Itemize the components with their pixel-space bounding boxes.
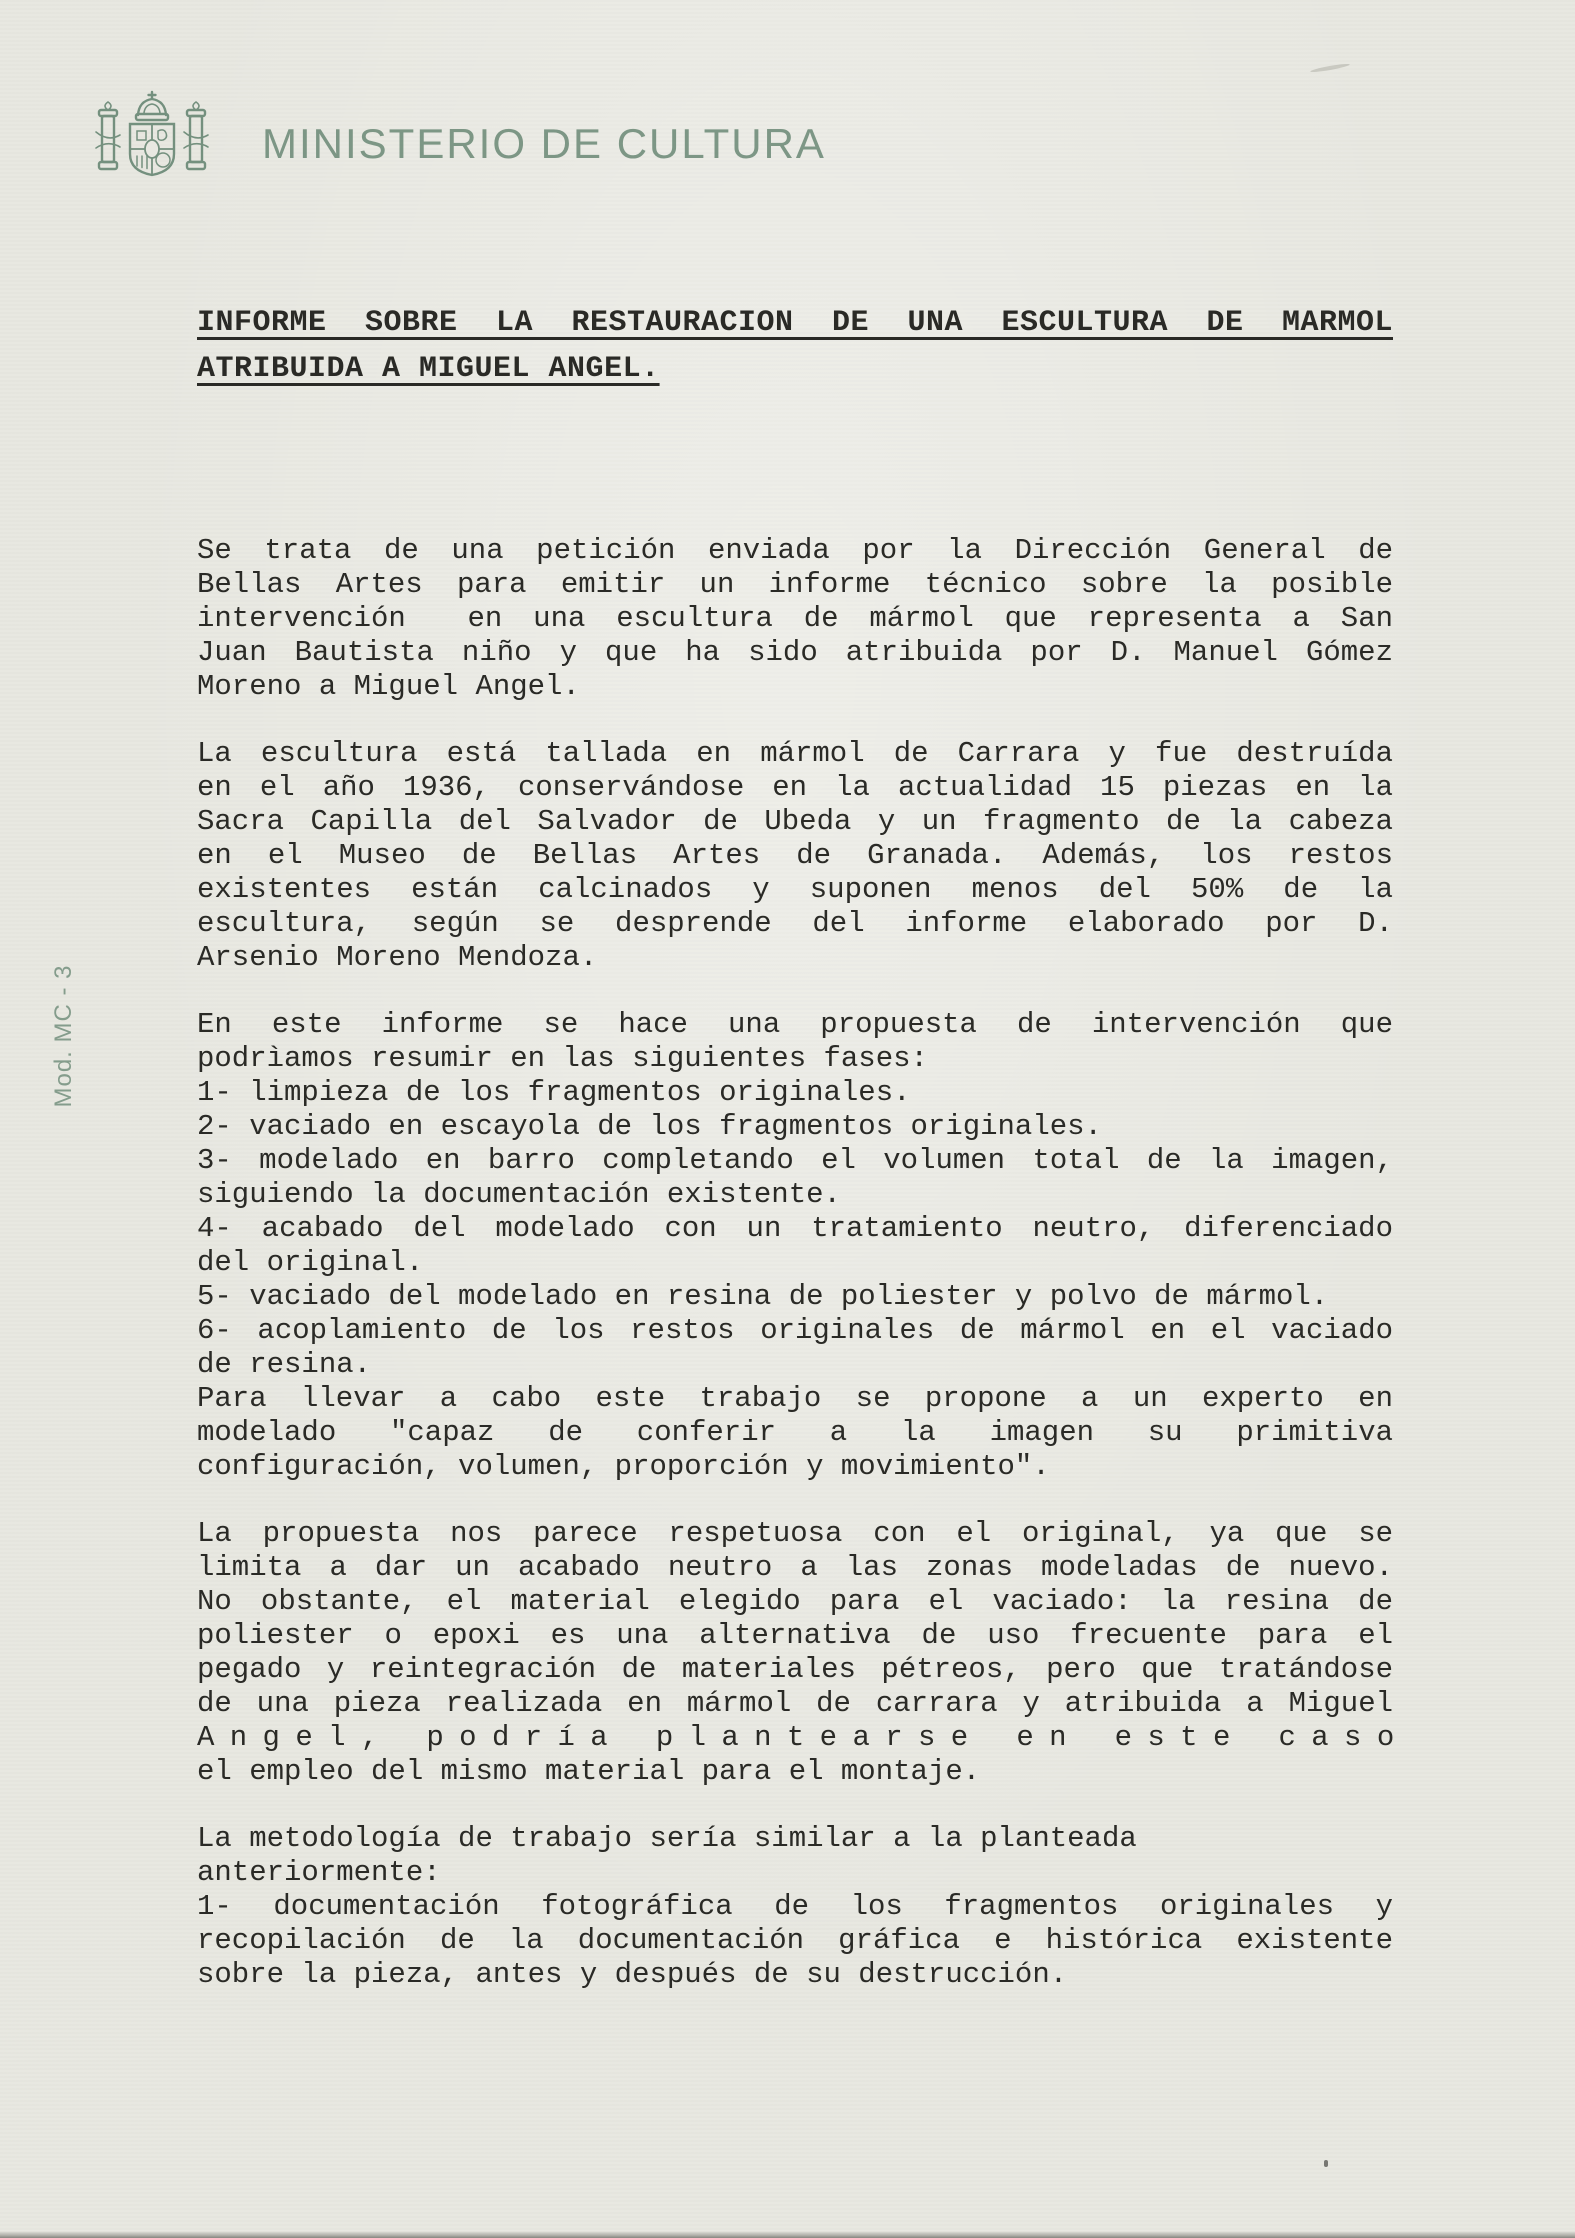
title-line: INFORME SOBRE LA RESTAURACION DE UNA ESCULTURA DE MARMOL (197, 306, 1393, 340)
text-line: sobre la pieza, antes y después de su destrucción. (197, 1958, 1068, 1991)
text-line: configuración, volumen, proporción y movimiento". (197, 1450, 1050, 1483)
ink-speck (1324, 2160, 1328, 2167)
report-body (197, 534, 1410, 1992)
paragraph (197, 534, 1393, 704)
text-line: La escultura está tallada en mármol de Carrara y fue destruída (197, 737, 1393, 770)
text-line: en el año 1936, conservándose en la actualidad 15 piezas en la (197, 771, 1393, 804)
text-line: 3- modelado en barro completando el volumen total de la imagen, (197, 1144, 1393, 1177)
scan-smudge (1310, 63, 1350, 74)
text-line: Juan Bautista niño y que ha sido atribuida por D. Manuel Gómez (197, 636, 1393, 669)
text-line: pegado y reintegración de materiales pétreos, pero que tratándose (197, 1653, 1393, 1686)
text-line: La metodología de trabajo sería similar a la planteada (197, 1822, 1137, 1855)
text-line: recopilación de la documentación gráfica e histórica existente (197, 1924, 1393, 1957)
text-line: Moreno a Miguel Angel. (197, 670, 580, 703)
report-title (197, 300, 1393, 392)
spain-coat-of-arms-icon (92, 88, 212, 200)
text-line: de resina. (197, 1348, 372, 1381)
text-line: siguiendo la documentación existente. (197, 1178, 841, 1211)
text-line: 6- acoplamiento de los restos originales de mármol en el vaciado (197, 1314, 1393, 1347)
text-line: Se trata de una petición enviada por la Dirección General de (197, 534, 1393, 567)
paragraph (197, 737, 1393, 975)
paragraph (197, 1822, 1393, 1992)
text-line: No obstante, el material elegido para el vaciado: la resina de (197, 1585, 1393, 1618)
text-line: Angel, podría plantearse en este caso (197, 1721, 1410, 1754)
text-line: 1- limpieza de los fragmentos originales. (197, 1076, 911, 1109)
text-line: 5- vaciado del modelado en resina de poliester y polvo de mármol. (197, 1280, 1329, 1313)
text-line: Bellas Artes para emitir un informe técnico sobre la posible (197, 568, 1393, 601)
text-line: La propuesta nos parece respetuosa con el original, ya que se (197, 1517, 1393, 1550)
text-line: intervención en una escultura de mármol que representa a San (197, 602, 1393, 635)
title-line: ATRIBUIDA A MIGUEL ANGEL. (197, 352, 660, 386)
text-line: podrìamos resumir en las siguientes fases: (197, 1042, 928, 1075)
text-line: Arsenio Moreno Mendoza. (197, 941, 598, 974)
text-line: escultura, según se desprende del informe elaborado por D. (197, 907, 1393, 940)
text-line: anteriormente: (197, 1856, 441, 1889)
ministry-name: MINISTERIO DE CULTURA (262, 120, 826, 167)
text-line: poliester o epoxi es una alternativa de uso frecuente para el (197, 1619, 1393, 1652)
text-line: 4- acabado del modelado con un tratamiento neutro, diferenciado (197, 1212, 1393, 1245)
text-line: Sacra Capilla del Salvador de Ubeda y un fragmento de la cabeza (197, 805, 1393, 838)
report-content (197, 300, 1410, 1992)
paragraph (197, 1008, 1393, 1484)
text-line: de una pieza realizada en mármol de carrara y atribuida a Miguel (197, 1687, 1393, 1720)
paragraph (197, 1517, 1410, 1789)
text-line: existentes están calcinados y suponen menos del 50% de la (197, 873, 1393, 906)
scan-bottom-edge (0, 2231, 1575, 2238)
text-line: 1- documentación fotográfica de los fragmentos originales y (197, 1890, 1393, 1923)
text-line: modelado "capaz de conferir a la imagen su primitiva (197, 1416, 1393, 1449)
text-line: 2- vaciado en escayola de los fragmentos originales. (197, 1110, 1102, 1143)
text-line: Para llevar a cabo este trabajo se propone a un experto en (197, 1382, 1393, 1415)
text-line: limita a dar un acabado neutro a las zonas modeladas de nuevo. (197, 1551, 1393, 1584)
text-line: el empleo del mismo material para el montaje. (197, 1755, 981, 1788)
ministry-letterhead (92, 88, 826, 200)
form-model-label: Mod. MC - 3 (50, 964, 77, 1108)
text-line: En este informe se hace una propuesta de intervención que (197, 1008, 1393, 1041)
text-line: del original. (197, 1246, 424, 1279)
text-line: en el Museo de Bellas Artes de Granada. Además, los restos (197, 839, 1393, 872)
